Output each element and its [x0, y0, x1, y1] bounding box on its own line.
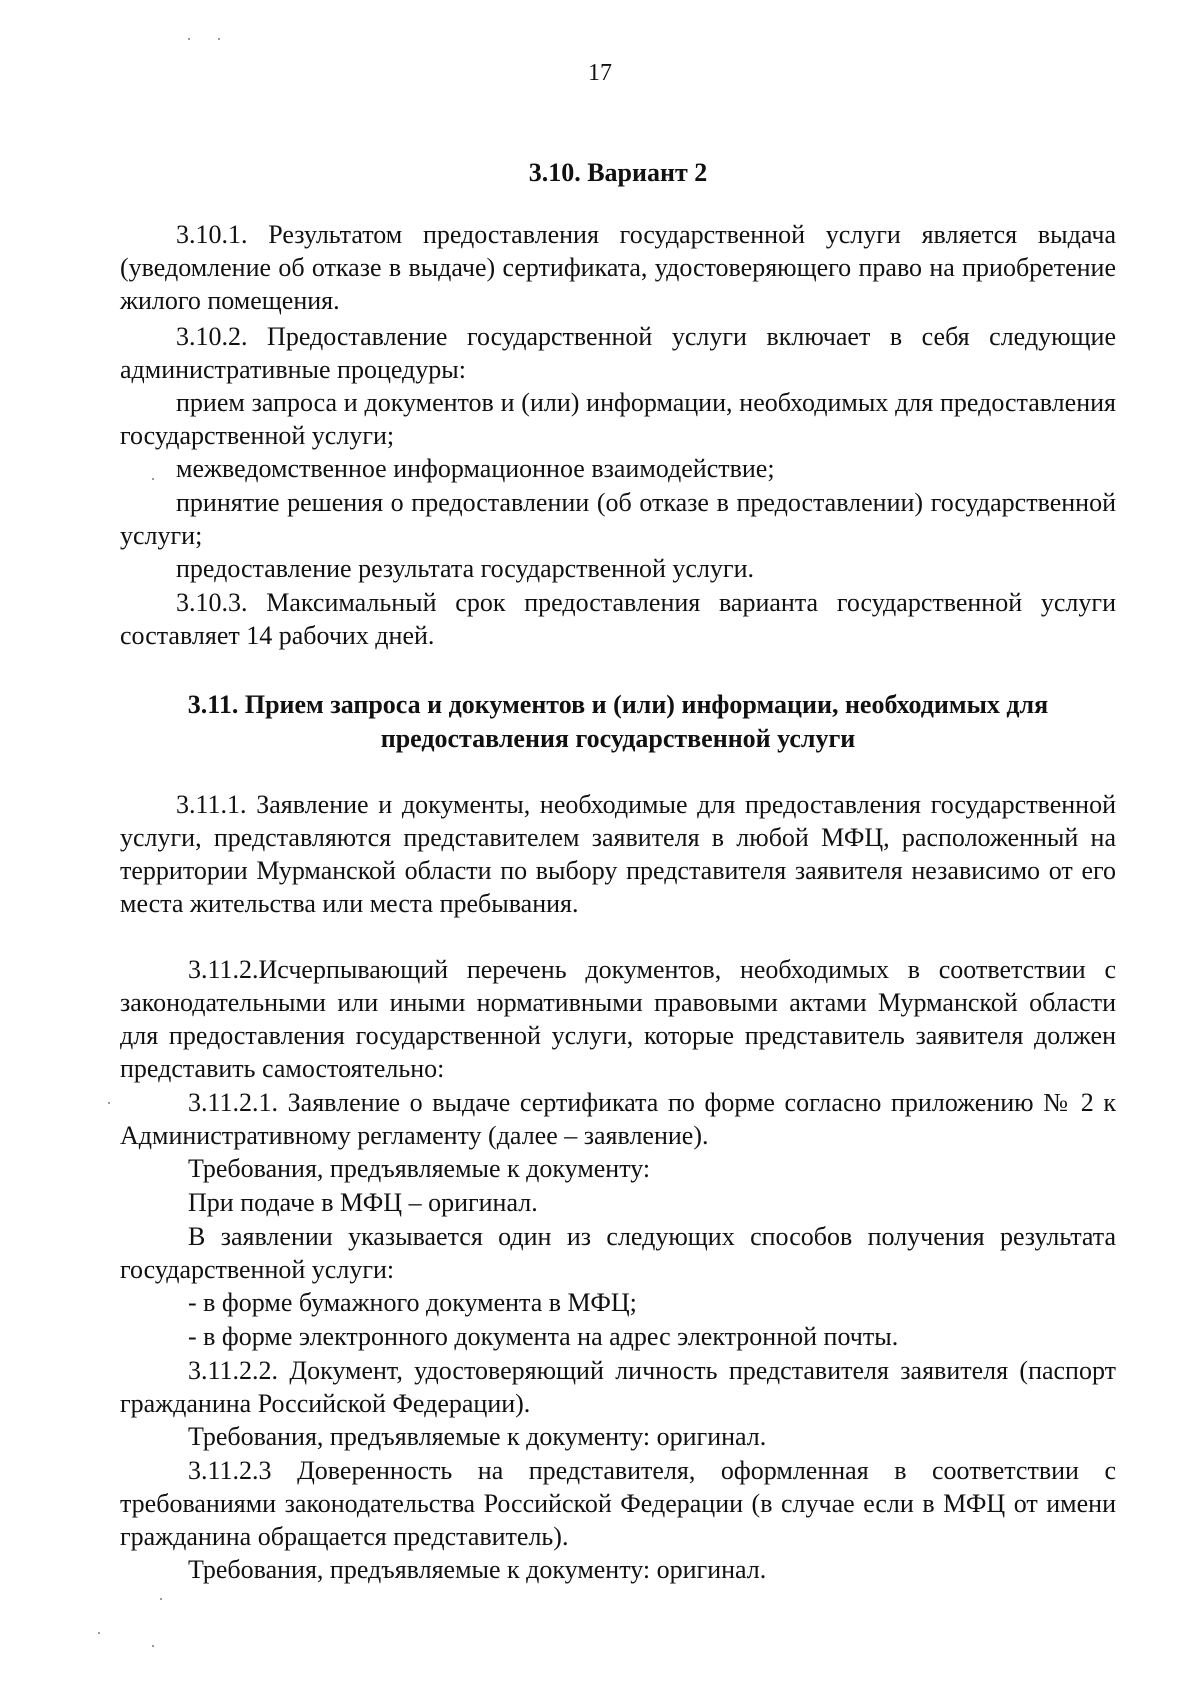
requirements-text: Требования, предъявляемые к документу: оригинал. [188, 1422, 767, 1451]
scan-speck [98, 1632, 100, 1634]
procedure-item: межведомственное информационное взаимодействие; [176, 454, 775, 483]
requirements-text: Требования, предъявляемые к документу: [188, 1154, 651, 1183]
section-3-10-title: 3.10. Вариант 2 [528, 158, 708, 187]
paragraph-3-11-2-1: 3.11.2.1. Заявление о выдаче сертификата по форме согласно приложению № 2 к Административному регламенту (далее – заявление). [120, 1088, 1116, 1150]
paragraph-3-11-2-2: 3.11.2.2. Документ, удостоверяющий личность представителя заявителя (паспорт гражданина Российской Федерации). [120, 1356, 1116, 1418]
paragraph-3-11-1: 3.11.1. Заявление и документы, необходимые для предоставления государственной услуги, представляются представителем заявителя в любой МФЦ, расположенный на территории Мурманской области по выбору представителя заявителя независимо от его места жительства или места пребывания. [120, 790, 1116, 918]
scan-speck [188, 38, 190, 40]
scan-speck [152, 1645, 154, 1647]
delivery-option: - в форме электронного документа на адрес электронной почты. [188, 1322, 899, 1351]
requirements-text: Требования, предъявляемые к документу: оригинал. [188, 1555, 767, 1584]
scan-speck [218, 38, 220, 40]
page-number: 17 [588, 60, 612, 86]
paragraph-3-10-3: 3.10.3. Максимальный срок предоставления варианта государственной услуги составляет 14 рабочих дней. [120, 588, 1116, 650]
scan-speck [160, 1598, 162, 1600]
paragraph-delivery-method: В заявлении указывается один из следующих способов получения результата государственной услуги: [120, 1222, 1116, 1284]
paragraph-3-11-2: 3.11.2.Исчерпывающий перечень документов, необходимых в соответствии с законодательными или иными нормативными правовыми актами Мурманской области для предоставления государственной услуги, которые представитель заявителя должен представить самостоятельно: [120, 955, 1116, 1083]
requirements-text: При подаче в МФЦ – оригинал. [188, 1188, 538, 1217]
section-3-11-title-line-1: 3.11. Прием запроса и документов и (или) информации, необходимых для [187, 690, 1049, 719]
delivery-option: - в форме бумажного документа в МФЦ; [188, 1288, 637, 1317]
procedure-item: прием запроса и документов и (или) информации, необходимых для предоставления государственной услуги; [120, 388, 1116, 450]
procedure-item: принятие решения о предоставлении (об отказе в предоставлении) государственной услуги; [120, 488, 1116, 550]
paragraph-3-10-1: 3.10.1. Результатом предоставления государственной услуги является выдача (уведомление об отказе в выдаче) сертификата, удостоверяющего право на приобретение жилого помещения. [120, 220, 1116, 315]
scan-speck [108, 1102, 110, 1104]
section-3-11-title-line-2: предоставления государственной услуги [380, 724, 856, 753]
paragraph-3-10-2: 3.10.2. Предоставление государственной услуги включает в себя следующие административные процедуры: [120, 322, 1116, 384]
procedure-item: предоставление результата государственной услуги. [176, 554, 755, 583]
paragraph-3-11-2-3: 3.11.2.3 Доверенность на представителя, оформленная в соответствии с требованиями законодательства Российской Федерации (в случае если в МФЦ от имени гражданина обращается представитель). [120, 1456, 1116, 1551]
